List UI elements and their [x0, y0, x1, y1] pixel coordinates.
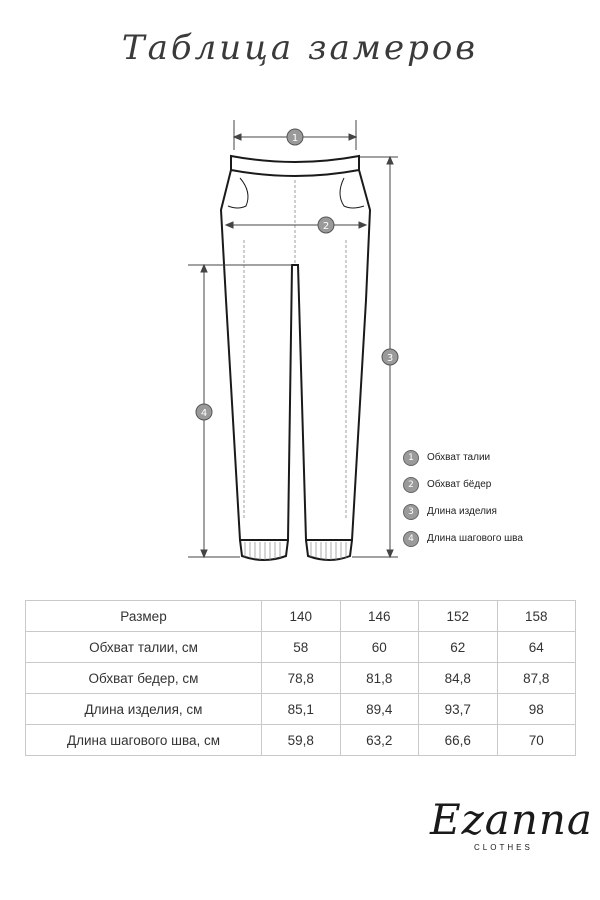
page-title: Таблица замеров: [121, 28, 479, 68]
table-header-row: [26, 601, 576, 632]
table-cell: 58: [262, 632, 341, 663]
legend-label: Обхват талии: [427, 452, 491, 463]
logo-wordmark: Ezanna: [430, 795, 593, 844]
table-cell: 89,4: [340, 694, 419, 725]
left-cuff: [240, 540, 288, 560]
table-cell: 98: [497, 694, 576, 725]
legend-label: Длина шагового шва: [427, 533, 523, 544]
table-row: [26, 725, 576, 756]
legend-number: 3: [403, 504, 419, 520]
table-cell: 152: [419, 601, 498, 632]
table-cell: 64: [497, 632, 576, 663]
table-row: [26, 632, 576, 663]
table-cell: 85,1: [262, 694, 341, 725]
table-cell: 93,7: [419, 694, 498, 725]
table-cell: 59,8: [262, 725, 341, 756]
table-cell: 158: [497, 601, 576, 632]
table-cell: Размер: [26, 601, 262, 632]
marker-4: 4: [200, 408, 208, 419]
left-pocket: [228, 178, 248, 208]
legend-item: [403, 498, 523, 525]
marker-2: 2: [322, 221, 330, 232]
waistband: [231, 156, 359, 176]
table-cell: 62: [419, 632, 498, 663]
legend-item: [403, 471, 523, 498]
legend-item: [403, 525, 523, 552]
table-cell: Обхват талии, см: [26, 632, 262, 663]
legend-label: Длина изделия: [427, 506, 497, 517]
measurement-legend: [403, 444, 523, 552]
table-cell: 78,8: [262, 663, 341, 694]
table-cell: 60: [340, 632, 419, 663]
table-cell: 81,8: [340, 663, 419, 694]
legend-number: 4: [403, 531, 419, 547]
legend-label: Обхват бёдер: [427, 479, 492, 490]
right-pocket: [340, 178, 364, 208]
legend-number: 1: [403, 450, 419, 466]
table-cell: 146: [340, 601, 419, 632]
legend-item: [403, 444, 523, 471]
table-cell: Обхват бедер, см: [26, 663, 262, 694]
table-cell: 63,2: [340, 725, 419, 756]
legend-number: 2: [403, 477, 419, 493]
table-cell: Длина изделия, см: [26, 694, 262, 725]
brand-logo: [424, 795, 593, 875]
table-row: [26, 694, 576, 725]
table-cell: 140: [262, 601, 341, 632]
table-cell: Длина шагового шва, см: [26, 725, 262, 756]
table-cell: 66,6: [419, 725, 498, 756]
table-cell: 84,8: [419, 663, 498, 694]
marker-1: 1: [291, 133, 299, 144]
marker-3: 3: [386, 353, 394, 364]
right-cuff: [306, 540, 352, 560]
table-cell: 70: [497, 725, 576, 756]
table-row: [26, 663, 576, 694]
size-table: [25, 600, 576, 756]
table-cell: 87,8: [497, 663, 576, 694]
logo-subtitle: CLOTHES: [474, 843, 533, 852]
